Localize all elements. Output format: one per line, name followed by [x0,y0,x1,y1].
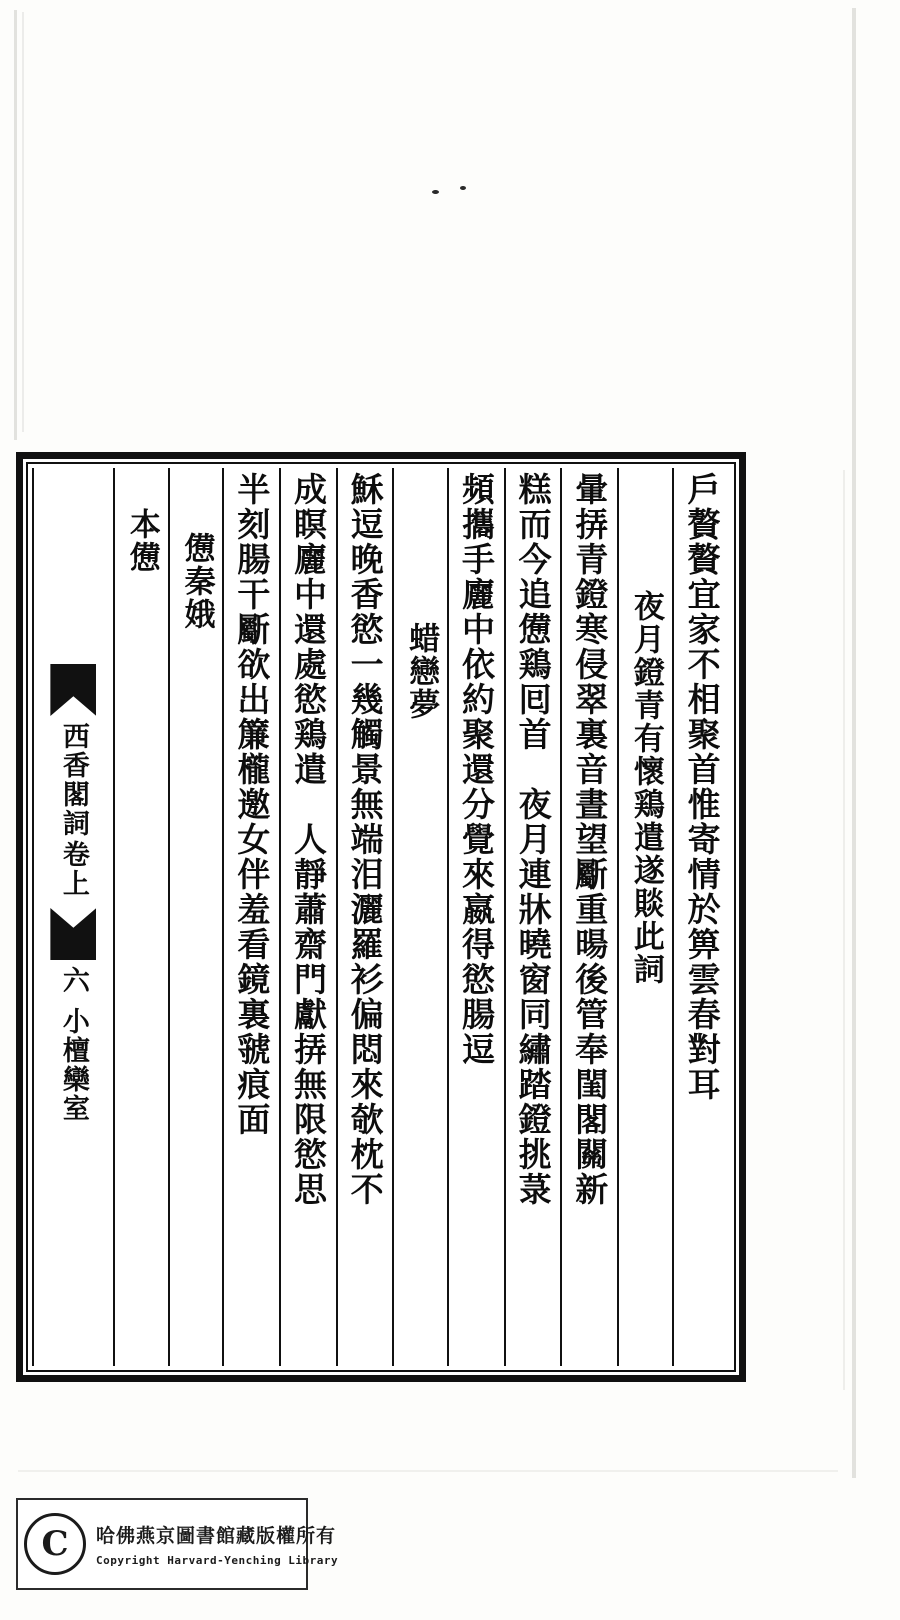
text-column-title [168,468,223,1366]
text-column [336,468,393,1366]
column-text: 蜡戀夢 [403,622,440,721]
column-text: 頻攜手廲中依約聚還分覺來嬴得慾腸逗 [457,472,497,1067]
stamp-text-lines [96,1521,338,1567]
scan-artifact-right [852,8,856,1478]
scan-artifact-right-2 [843,470,845,1390]
text-column-title [113,468,168,1366]
scan-artifact-left-2 [22,12,24,432]
column-text: 半刻腸干斸欲出簾櫳邀女伴羞看鏡裏虢痕面 [232,472,272,1137]
library-copyright-stamp [16,1498,339,1590]
banxin-book-title: 西香閣詞 [57,722,89,838]
column-text: 夜月鐙青有懷鶏遣遂賧此詞 [627,590,664,986]
text-column [279,468,336,1366]
text-column [672,468,731,1366]
banxin-studio-name: 小檀欒室 [57,1007,89,1123]
ink-speck-a [432,190,439,194]
column-text: 暈挵青鐙寒侵翠裏音晝望斸重暘後管奉閨閣關新 [570,472,610,1207]
fishtail-ornament-top-icon [50,664,96,716]
text-column [617,468,672,1366]
copyright-icon: C [24,1513,86,1575]
scan-artifact-left [14,10,17,440]
text-column [222,468,279,1366]
ink-speck-b [460,186,466,190]
text-column [504,468,561,1366]
column-text: 戶贅贅宜家不相聚首惟寄情於箅雲春對耳 [682,472,722,1102]
text-column [560,468,617,1366]
banxin-center-strip [32,468,113,1366]
scan-artifact-bottom [18,1470,838,1472]
stamp-chinese-text: 哈佛燕京圖書館藏版權所有 [96,1525,337,1547]
column-text: 本憊 [123,508,160,574]
fishtail-ornament-bottom-icon [50,908,96,960]
column-text: 糕而今追憊鶏囘首 夜月連牀曉窗同繡踏鐙挑菉 [513,472,553,1207]
banxin-volume: 卷上 [57,840,89,898]
text-columns [32,468,730,1366]
column-text: 成瞑廲中還處慾鶏遣 人靜蕭齋門獻挵無限慾思 [289,472,329,1207]
text-column [447,468,504,1366]
column-text: 憊秦娥 [178,532,215,631]
text-column-title [392,468,447,1366]
banxin-page-number: 六 [57,966,89,995]
print-block-frame [16,452,746,1382]
stamp-english-text: Copyright Harvard-Yenching Library [96,1554,339,1567]
column-text: 穌逗晚香慾一幾觸景無端泪灑羅衫偏悶來欹枕不 [345,472,385,1207]
